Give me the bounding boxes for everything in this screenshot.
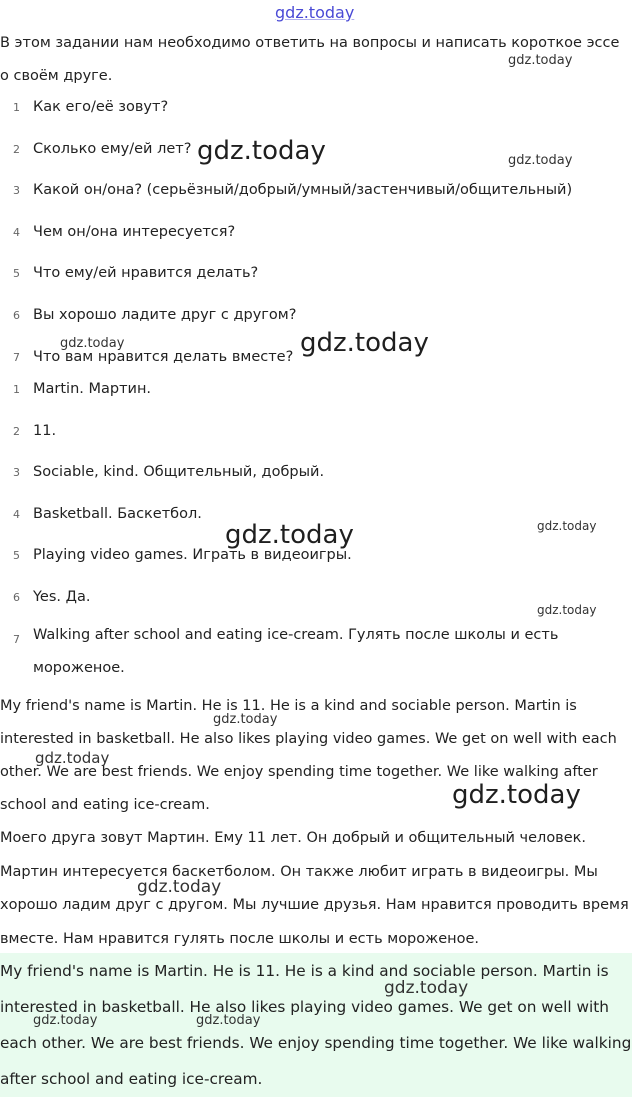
question-item (0, 212, 630, 254)
answer-item (0, 452, 630, 494)
question-item (0, 129, 630, 171)
answers-list (0, 369, 630, 685)
answer-text: Martin. Мартин. (33, 381, 152, 397)
answer-text: Walking after school and eating ice-cream. Гулять после школы и есть мороженое. (33, 626, 559, 676)
question-number: 7 (13, 350, 20, 364)
answer-number: 7 (13, 632, 20, 646)
question-text: Что вам нравится делать вместе? (33, 348, 294, 365)
watermark: gdz.today (137, 877, 222, 897)
question-number: 5 (13, 267, 20, 281)
answer-text: Basketball. Баскетбол. (33, 505, 202, 522)
question-text: Что ему/ей нравится делать? (33, 265, 259, 282)
watermark: gdz.today (225, 520, 354, 550)
answer-item (0, 535, 630, 577)
question-number: 4 (13, 225, 20, 239)
essay-russian: Моего друга зовут Мартин. Ему 11 лет. Он добрый и общительный человек. Мартин интересуется баскетболом. Он также любит играть в видеоигры. Мы хорошо ладим друг с другом. Мы лучшие друзья. Нам нравится проводить время вместе. Нам нравится гулять после школы и есть мороженое. (0, 830, 629, 947)
watermark: gdz.today (300, 328, 429, 358)
answer-item (0, 369, 630, 411)
watermark: gdz.today (33, 1013, 98, 1028)
question-text: Вы хорошо ладите друг с другом? (33, 306, 297, 323)
watermark: gdz.today (508, 153, 573, 168)
question-text: Сколько ему/ей лет? (33, 140, 192, 157)
answer-number: 6 (13, 590, 20, 604)
essay-english: My friend's name is Martin. He is 11. He is a kind and sociable person. Martin is interested in basketball. He also likes playing video games. We get on well with each other. We are best friends. We enjoy spending time together. We like walking after school and eating ice-cream. (0, 698, 617, 813)
question-number: 1 (13, 101, 20, 114)
watermark: gdz.today (537, 519, 597, 533)
watermark: gdz.today (384, 978, 469, 998)
watermark: gdz.today (35, 749, 110, 767)
answer-item (0, 619, 630, 685)
watermark: gdz.today (196, 1013, 261, 1028)
question-number: 6 (13, 308, 20, 322)
watermark: gdz.today (508, 53, 573, 68)
answer-number: 1 (13, 383, 20, 396)
question-number: 3 (13, 184, 20, 198)
question-text: Как его/её зовут? (33, 99, 169, 115)
watermark-link[interactable]: gdz.today (275, 3, 355, 22)
final-answer-box: My friend's name is Martin. He is 11. He is a kind and sociable person. Martin is interested in basketball. He also likes playing video games. We get on well with each other. We are best friends. We enjoy spending time together. We like walking after school and eating ice-cream. (0, 953, 632, 1097)
question-item (0, 253, 630, 295)
answer-text: Sociable, kind. Общительный, добрый. (33, 464, 325, 481)
watermark: gdz.today (213, 712, 278, 727)
answer-text: Playing video games. Играть в видеоигры. (33, 547, 352, 564)
question-text: Чем он/она интересуется? (33, 223, 236, 240)
question-text: Какой он/она? (серьёзный/добрый/умный/застенчивый/общительный) (33, 182, 573, 199)
answer-text: Yes. Да. (33, 588, 91, 605)
watermark: gdz.today (197, 136, 326, 166)
task-intro: В этом задании нам необходимо ответить на вопросы и написать короткое эссе о своём друге. (0, 35, 620, 84)
watermark: gdz.today (452, 780, 581, 810)
question-number: 2 (13, 142, 20, 156)
answer-number: 5 (13, 549, 20, 563)
question-item (0, 295, 630, 337)
answer-item (0, 411, 630, 453)
answer-item (0, 577, 630, 619)
watermark: gdz.today (60, 336, 125, 351)
question-item (0, 170, 630, 212)
answer-text: 11. (33, 422, 57, 439)
question-item (0, 87, 630, 129)
answer-item (0, 494, 630, 536)
answer-number: 3 (13, 466, 20, 480)
answer-number: 2 (13, 424, 20, 438)
questions-list (0, 87, 630, 378)
answer-number: 4 (13, 507, 20, 521)
watermark: gdz.today (537, 603, 597, 617)
